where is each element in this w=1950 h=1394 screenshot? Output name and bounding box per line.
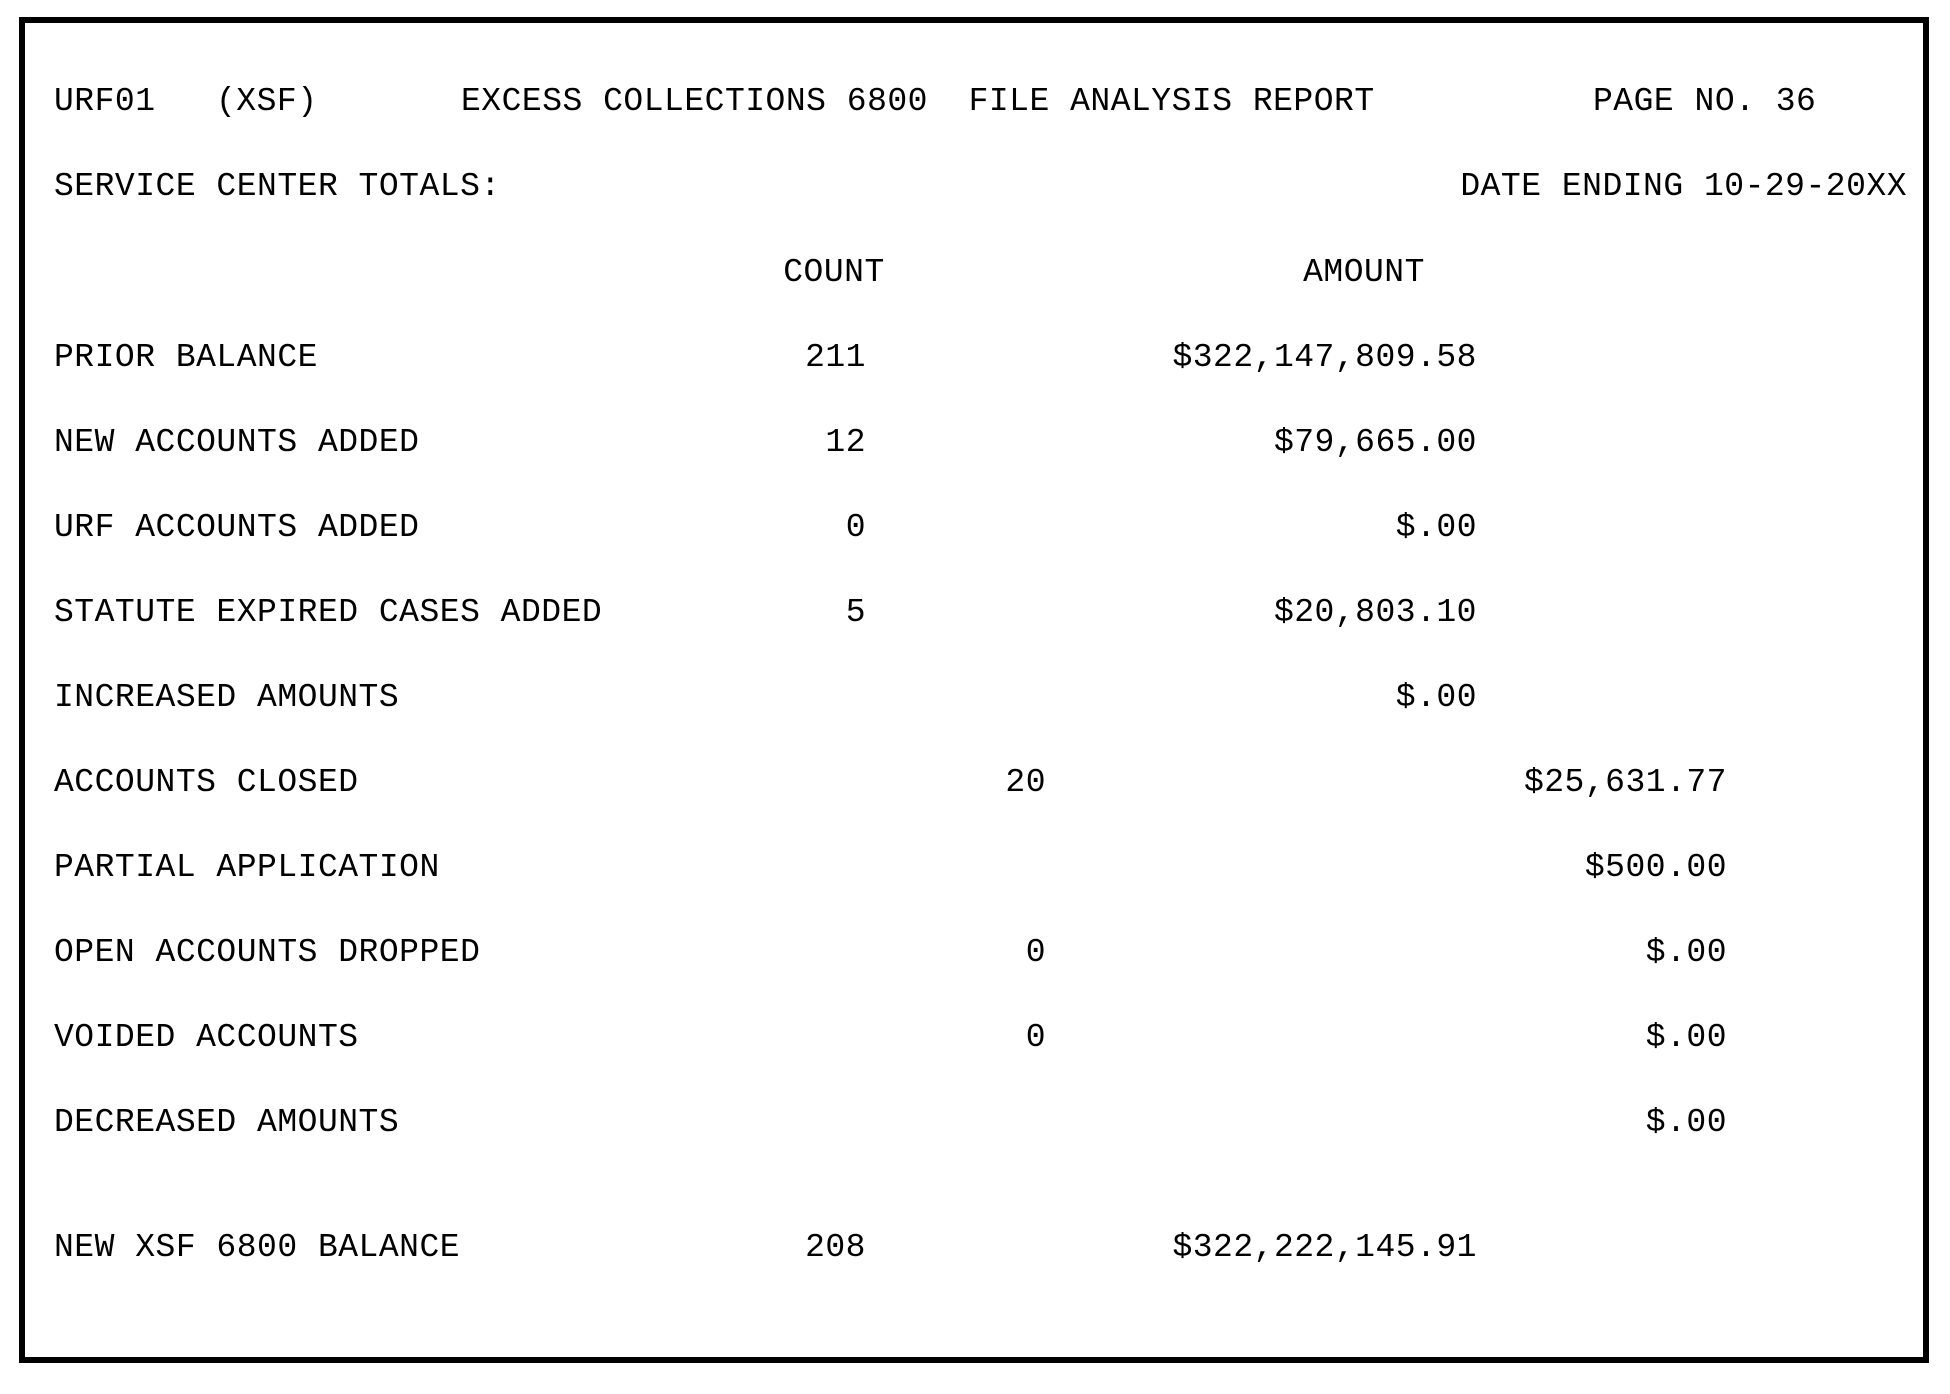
report-id: URF01	[54, 83, 156, 120]
total-count: 208	[805, 1229, 866, 1266]
row-count-prior-balance: 211	[805, 339, 866, 376]
row-label-new-accounts-added: NEW ACCOUNTS ADDED	[54, 424, 420, 461]
page-number: PAGE NO. 36	[1593, 83, 1817, 120]
row-amount-prior-balance: $322,147,809.58	[1172, 339, 1477, 376]
row-count-new-accounts-added: 12	[825, 424, 866, 461]
row-count-accounts-closed: 20	[1005, 764, 1046, 801]
row-label-statute-expired-cases-added: STATUTE EXPIRED CASES ADDED	[54, 594, 603, 631]
row-amount-voided-accounts: $.00	[1645, 1019, 1727, 1056]
total-label: NEW XSF 6800 BALANCE	[54, 1229, 461, 1266]
row-amount-new-accounts-added: $79,665.00	[1273, 424, 1477, 461]
row-label-voided-accounts: VOIDED ACCOUNTS	[54, 1019, 359, 1056]
column-header-amount: AMOUNT	[1303, 254, 1425, 291]
row-label-accounts-closed: ACCOUNTS CLOSED	[54, 764, 359, 801]
row-count-open-accounts-dropped: 0	[1025, 934, 1046, 971]
row-amount-statute-expired-cases-added: $20,803.10	[1273, 594, 1477, 631]
section-label: SERVICE CENTER TOTALS:	[54, 168, 501, 205]
row-amount-urf-accounts-added: $.00	[1395, 509, 1477, 546]
row-label-prior-balance: PRIOR BALANCE	[54, 339, 318, 376]
row-label-urf-accounts-added: URF ACCOUNTS ADDED	[54, 509, 420, 546]
row-amount-decreased-amounts: $.00	[1645, 1104, 1727, 1141]
row-amount-increased-amounts: $.00	[1395, 679, 1477, 716]
date-ending: DATE ENDING 10-29-20XX	[1460, 168, 1907, 205]
row-count-urf-accounts-added: 0	[845, 509, 866, 546]
row-label-decreased-amounts: DECREASED AMOUNTS	[54, 1104, 400, 1141]
row-amount-accounts-closed: $25,631.77	[1523, 764, 1727, 801]
file-code: (XSF)	[216, 83, 318, 120]
row-amount-partial-application: $500.00	[1584, 849, 1727, 886]
column-header-count: COUNT	[783, 254, 885, 291]
row-count-statute-expired-cases-added: 5	[845, 594, 866, 631]
row-label-increased-amounts: INCREASED AMOUNTS	[54, 679, 400, 716]
row-amount-open-accounts-dropped: $.00	[1645, 934, 1727, 971]
report-title: EXCESS COLLECTIONS 6800 FILE ANALYSIS REPORT	[461, 83, 1375, 120]
row-label-partial-application: PARTIAL APPLICATION	[54, 849, 440, 886]
row-label-open-accounts-dropped: OPEN ACCOUNTS DROPPED	[54, 934, 481, 971]
total-amount: $322,222,145.91	[1172, 1229, 1477, 1266]
row-count-voided-accounts: 0	[1025, 1019, 1046, 1056]
